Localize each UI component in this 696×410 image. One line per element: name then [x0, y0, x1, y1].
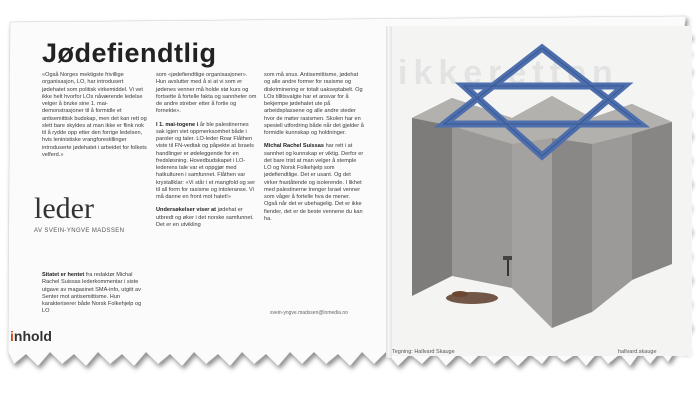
column-2 — [156, 72, 258, 229]
footer-logo — [10, 328, 52, 344]
column-2-top: som «jødefiendtlige organisasjoner». Hun avslutter med å si at vi som er jødenes venner må holde stø kurs og fortsette å fortelle fakta og sannheter om de andre streber etter å fortie og fornekte». — [156, 72, 257, 115]
block-left-side — [412, 98, 452, 296]
column-1-intro — [42, 72, 148, 159]
author-email[interactable]: svein-yngve.madssen@lomedia.no — [270, 310, 348, 316]
column-3-body: har rett i at sannhet og kunnskap er viktig. Derfor er det bare trist at man velger å stemple LO og Norsk Folkehjelp som jødefiendtlige. Det er usant. Og det virker fraståtende og isolerende. I likhet med palestinerne trenger Israel venner som våger å fortelle hva de mener. Også når det er ubehagelig. Det er ikke fiender, det er de beste vennene du kan ha. — [264, 143, 364, 222]
column-1-text: fra redaktør Michal Rachel Suissas lederkommentar i siste utgave av magasinet SMA-info, utgitt av Senter mot antisemittisme. Hun karakteriserer både Norsk Folkehjelp og LO — [42, 272, 142, 315]
column-3 — [264, 72, 364, 223]
wall-tap-head — [503, 256, 512, 260]
illustration-caption-right: hallvard.skauge — [618, 349, 657, 355]
illustration-caption: Tegning: Hallvard Skauge — [392, 349, 455, 355]
column-3-top: som må snus. Antisemittisme, jødehat og alle andre former for rasisme og diskriminering er totalt uakseptabelt. Og LOs tillitsvalgte har et ansvar for å bekjempe jødehatet ute på arbeidsplassene og alle andre steder hvor de møter rasismen. Skolen har en spesiell utfordring både når det gjelder å formidle kunnskap og holdninger. — [264, 72, 364, 136]
section-label: leder — [34, 192, 94, 225]
illustration — [392, 26, 692, 356]
intro-quote: «Også Norges mektigste frivillige organisasjon, LO, har introdusert jødehatet som politisk virkemiddel. Vi vet ikke helt hvorfor LOs nåværende ledelse velger å bruke sine 1. mai-demonstrasjoner til å formidle et antisemittisk budskap, men det kan rett og slett bare skyldes at man ikke er flink nok til å rydde opp etter den forrige ledelsen, hvis leninistiske vrangforestillinger introduserte jødehatet i arbeidet for folkets velferd.» — [42, 72, 147, 158]
column-2-subhead-2: Undersøkelser viser at — [156, 207, 217, 214]
ground-stain-drop — [452, 291, 468, 297]
illustration-drawing — [392, 26, 692, 356]
footer-logo-text: nhold — [13, 328, 52, 344]
background-word: ikkeretten — [398, 54, 619, 92]
column-1-body — [42, 272, 148, 316]
column-1-lead: Sitatet er hentet — [42, 272, 85, 278]
column-2-body-1: år ble palestinernes sak igjen viet oppmerksomhet både i paroler og taler. LO-leder Roar Flåthen viste til FN-vedtak og påpekte at Israels handlinger er ødeleggende for en fredsløsning. Hovedbudskapet i LO-lederens tale var et oppgjør med hatkulturen i samfunnet. Flåthen var krystallklar: «Vi står i et mangfold og ser til all form for rasisme og intoleranse. Vi må danne en front mot hatet!» — [156, 121, 256, 200]
column-3-subhead: Michal Rachel Suissas — [264, 143, 325, 150]
byline: AV SVEIN-YNGVE MADSSEN — [34, 228, 125, 234]
column-2-body-2: jødehat er utbredt og øker i det norske samfunnet. Det er en utvikling — [156, 207, 254, 228]
footer-logo-prefix: i — [10, 328, 14, 344]
column-2-subhead-1: I 1. mai-togene i — [156, 121, 199, 128]
article-title: Jødefiendtlig — [42, 38, 217, 68]
